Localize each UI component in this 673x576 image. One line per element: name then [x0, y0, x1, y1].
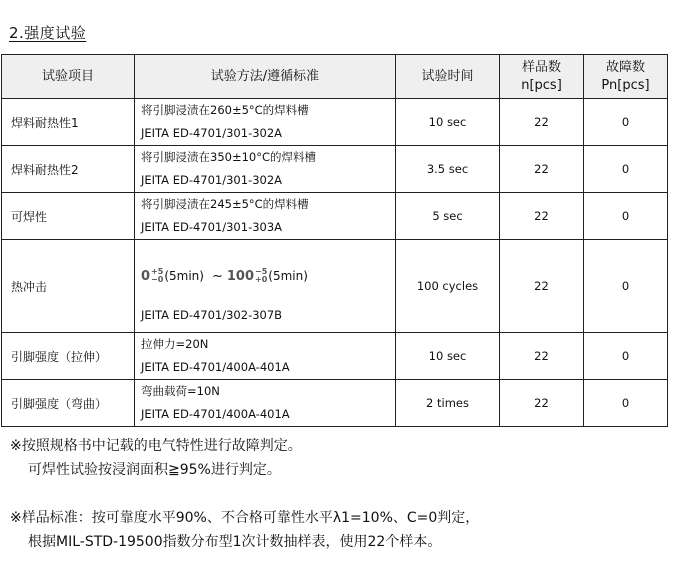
header-failure-count-label: 故障数: [605, 59, 645, 75]
table-row: [2, 240, 668, 333]
high-temp-value: 100: [226, 268, 255, 284]
table-header-row: [2, 55, 668, 99]
thermal-cycle-formula: [141, 247, 389, 305]
method-condition: 拉伸力=20N: [141, 337, 209, 351]
sample-count-cell: 22: [500, 333, 584, 380]
sample-count-cell: 22: [500, 380, 584, 427]
table-row: [2, 333, 668, 380]
low-temp-value: 0: [141, 268, 151, 284]
sample-count-cell: 22: [500, 146, 584, 193]
notes-block: [10, 434, 479, 554]
test-item-cell: 引脚强度（拉伸）: [2, 333, 135, 380]
strength-test-table: [1, 54, 668, 427]
section-title: 2.强度试验: [9, 24, 87, 42]
test-time-cell: 100 cycles: [396, 240, 500, 333]
method-condition: 将引脚浸渍在260±5°C的焊料槽: [141, 103, 309, 117]
note-solderability-criteria: 可焊性试验按浸润面积≧95%进行判定。: [28, 462, 281, 478]
header-test-method: 试验方法/遵循标准: [135, 55, 396, 99]
method-standard: JEITA ED-4701/301-302A: [141, 126, 283, 140]
header-failure-count-unit: Pn[pcs]: [601, 77, 650, 93]
method-standard: JEITA ED-4701/301-302A: [141, 173, 283, 187]
note-failure-criteria: ※按照规格书中记载的电气特性进行故障判定。: [10, 438, 302, 454]
high-temp-tolerance: [255, 268, 267, 284]
header-sample-count-label: 样品数: [521, 59, 561, 75]
header-test-time: 试验时间: [396, 55, 500, 99]
low-temp-tolerance-plus: +5: [151, 267, 164, 276]
test-item-cell: 可焊性: [2, 193, 135, 240]
low-temp-tolerance: [151, 268, 163, 284]
failure-count-cell: 0: [584, 193, 668, 240]
test-method-cell: [135, 99, 396, 146]
note-sampling-table: 根据MIL-STD-19500指数分布型1次计数抽样表，使用22个样本。: [28, 534, 442, 550]
test-item-cell: 焊料耐热性2: [2, 146, 135, 193]
note-sampling-standard: ※样品标准：按可靠度水平90%、不合格可靠性水平λ1=10%、C=0判定，: [10, 510, 480, 526]
failure-count-cell: 0: [584, 333, 668, 380]
sample-count-cell: 22: [500, 240, 584, 333]
method-standard: JEITA ED-4701/400A-401A: [141, 360, 290, 374]
method-condition: 弯曲载荷=10N: [141, 384, 220, 398]
header-sample-count-unit: n[pcs]: [521, 77, 562, 93]
test-method-cell: [135, 193, 396, 240]
method-condition: 将引脚浸渍在350±10°C的焊料槽: [141, 150, 316, 164]
test-method-cell: [135, 240, 396, 333]
test-method-cell: [135, 146, 396, 193]
high-temp-tolerance-minus: −5: [255, 267, 268, 276]
table-row: [2, 146, 668, 193]
test-time-cell: 2 times: [396, 380, 500, 427]
test-item-cell: 焊料耐热性1: [2, 99, 135, 146]
failure-count-cell: 0: [584, 99, 668, 146]
range-tilde: ~: [211, 268, 223, 284]
table-row: [2, 99, 668, 146]
high-temp-duration: (5min): [268, 269, 308, 283]
test-time-cell: 10 sec: [396, 333, 500, 380]
low-temp-tolerance-minus: −0: [151, 275, 164, 284]
test-time-cell: 10 sec: [396, 99, 500, 146]
test-method-cell: [135, 333, 396, 380]
table-row: [2, 193, 668, 240]
method-standard: JEITA ED-4701/301-303A: [141, 220, 283, 234]
table-row: [2, 380, 668, 427]
test-method-cell: [135, 380, 396, 427]
method-condition: 将引脚浸渍在245±5°C的焊料槽: [141, 197, 309, 211]
sample-count-cell: 22: [500, 99, 584, 146]
method-standard: JEITA ED-4701/302-307B: [141, 308, 283, 322]
header-test-item: 试验项目: [2, 55, 135, 99]
test-time-cell: 3.5 sec: [396, 146, 500, 193]
header-sample-count: [500, 55, 584, 99]
sample-count-cell: 22: [500, 193, 584, 240]
test-time-cell: 5 sec: [396, 193, 500, 240]
test-item-cell: 引脚强度（弯曲）: [2, 380, 135, 427]
failure-count-cell: 0: [584, 380, 668, 427]
low-temp-duration: (5min): [164, 269, 204, 283]
failure-count-cell: 0: [584, 146, 668, 193]
test-item-cell: 热冲击: [2, 240, 135, 333]
notes-spacer: [10, 482, 479, 506]
header-failure-count: [584, 55, 668, 99]
failure-count-cell: 0: [584, 240, 668, 333]
method-standard: JEITA ED-4701/400A-401A: [141, 407, 290, 421]
high-temp-tolerance-plus: +0: [255, 275, 268, 284]
